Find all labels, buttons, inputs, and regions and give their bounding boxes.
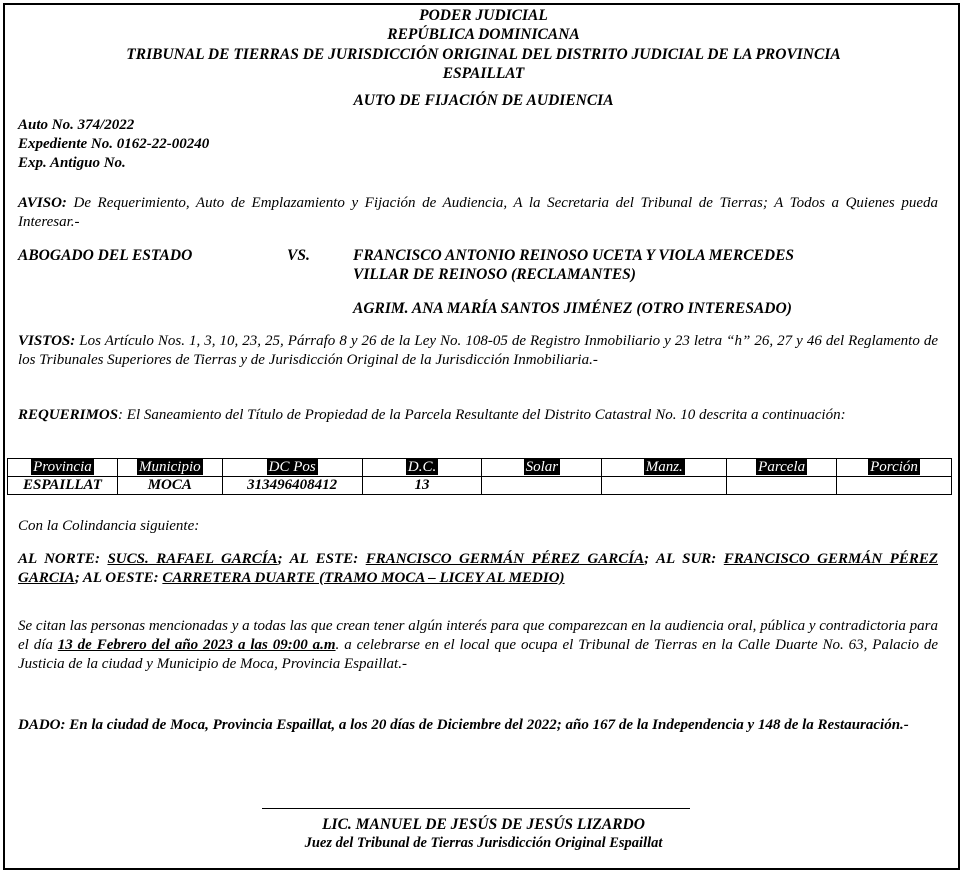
este-label: ; AL ESTE:: [277, 551, 359, 567]
table-cell: 13: [362, 477, 482, 495]
sur-label: ; AL SUR:: [644, 551, 717, 567]
citacion-paragraph: [18, 617, 938, 674]
table-cell: MOCA: [117, 477, 222, 495]
expediente-number: Expediente No. 0162-22-00240: [18, 136, 210, 152]
requerimos-label: REQUERIMOS: [18, 407, 119, 423]
party-right-line2: VILLAR DE REINOSO (RECLAMANTES): [353, 266, 636, 283]
oeste-value: CARRETERA DUARTE (TRAMO MOCA – LICEY AL MEDIO): [162, 570, 565, 586]
party-right-line1: FRANCISCO ANTONIO REINOSO UCETA Y VIOLA MERCEDES: [353, 247, 795, 264]
header-poder-judicial: PODER JUDICIAL: [419, 7, 548, 24]
header-tribunal: TRIBUNAL DE TIERRAS DE JURISDICCIÓN ORIGINAL DEL DISTRITO JUDICIAL DE LA PROVINCIA: [126, 46, 841, 63]
parcela-table: [7, 458, 952, 495]
vistos-paragraph: [18, 332, 938, 370]
sur-value: FRANCISCO GERMÁN PÉREZ GARCIA: [18, 551, 939, 586]
signature-line: [262, 808, 690, 809]
signature-title: Juez del Tribunal de Tierras Jurisdicción Original Espaillat: [304, 835, 663, 851]
oeste-label: ; AL OESTE:: [74, 570, 159, 586]
dado-paragraph: DADO: En la ciudad de Moca, Provincia Espaillat, a los 20 días de Diciembre del 2022; año 167 de la Independencia y 148 de la Restauración.-: [18, 717, 909, 733]
este-value: FRANCISCO GERMÁN PÉREZ GARCÍA: [365, 551, 645, 567]
header-republica: REPÚBLICA DOMINICANA: [387, 26, 580, 43]
requerimos-paragraph: [18, 406, 938, 425]
requerimos-text: : El Saneamiento del Título de Propiedad de la Parcela Resultante del Distrito Catastral No. 10 descrita a continuación:: [118, 407, 846, 423]
norte-label: AL NORTE:: [18, 551, 100, 567]
citacion-text-end: . a celebrarse en el local que ocupa el Tribunal de Tierras en la Calle Duarte No. 63, Palacio de Justicia de la ciudad y Municipio de Moca, Provincia Espaillat.-: [18, 637, 938, 672]
table-header-cell: Parcela: [727, 459, 837, 477]
party-vs: VS.: [287, 247, 310, 264]
table-header-cell: Porción: [837, 459, 952, 477]
vistos-label: VISTOS:: [18, 333, 76, 349]
table-cell: 313496408412: [222, 477, 362, 495]
table-header-cell: Municipio: [117, 459, 222, 477]
table-header-cell: D.C.: [362, 459, 482, 477]
table-cell: [837, 477, 952, 495]
table-header-cell: DC Pos: [222, 459, 362, 477]
exp-antiguo: Exp. Antiguo No.: [18, 155, 126, 171]
auto-number: Auto No. 374/2022: [18, 117, 135, 133]
aviso-text: De Requerimiento, Auto de Emplazamiento y Fijación de Audiencia, A la Secretaria del Tribunal de Tierras; A Todos a Quienes pueda Interesar.-: [18, 195, 938, 230]
aviso-paragraph: [18, 194, 938, 232]
audiencia-date: 13 de Febrero del año 2023 a las 09:00 a.m: [57, 637, 336, 653]
table-header-cell: Provincia: [8, 459, 118, 477]
table-header-cell: Manz.: [602, 459, 727, 477]
table-row: [8, 477, 952, 495]
vistos-text: Los Artículo Nos. 1, 3, 10, 23, 25, Párrafo 8 y 26 de la Ley No. 108-05 de Registro Inmobiliario y 23 letra “h” 26, 27 y 46 del Reglamento de los Tribunales Superiores de Tierras y de Jurisdicción Original de la Jurisdicción Inmobiliaria.-: [18, 333, 938, 368]
citacion-text: Se citan las personas mencionadas y a todas las que crean tener algún interés para que comparezcan en la audiencia oral, pública y contradictoria para el día: [18, 618, 939, 653]
table-header-cell: Solar: [482, 459, 602, 477]
table-header-row: [8, 459, 952, 477]
table-cell: ESPAILLAT: [8, 477, 118, 495]
signature-name: LIC. MANUEL DE JESÚS DE JESÚS LIZARDO: [322, 816, 645, 833]
norte-value: SUCS. RAFAEL GARCÍA: [107, 551, 278, 567]
table-cell: [727, 477, 837, 495]
table-cell: [602, 477, 727, 495]
colindancia-intro: Con la Colindancia siguiente:: [18, 518, 200, 534]
party-other: AGRIM. ANA MARÍA SANTOS JIMÉNEZ (OTRO INTERESADO): [353, 300, 792, 317]
party-left: ABOGADO DEL ESTADO: [18, 247, 193, 264]
aviso-label: AVISO:: [18, 195, 67, 211]
colindancia-paragraph: [18, 550, 938, 588]
table-cell: [482, 477, 602, 495]
header-provincia: ESPAILLAT: [442, 65, 525, 82]
document-title: AUTO DE FIJACIÓN DE AUDIENCIA: [353, 92, 614, 109]
